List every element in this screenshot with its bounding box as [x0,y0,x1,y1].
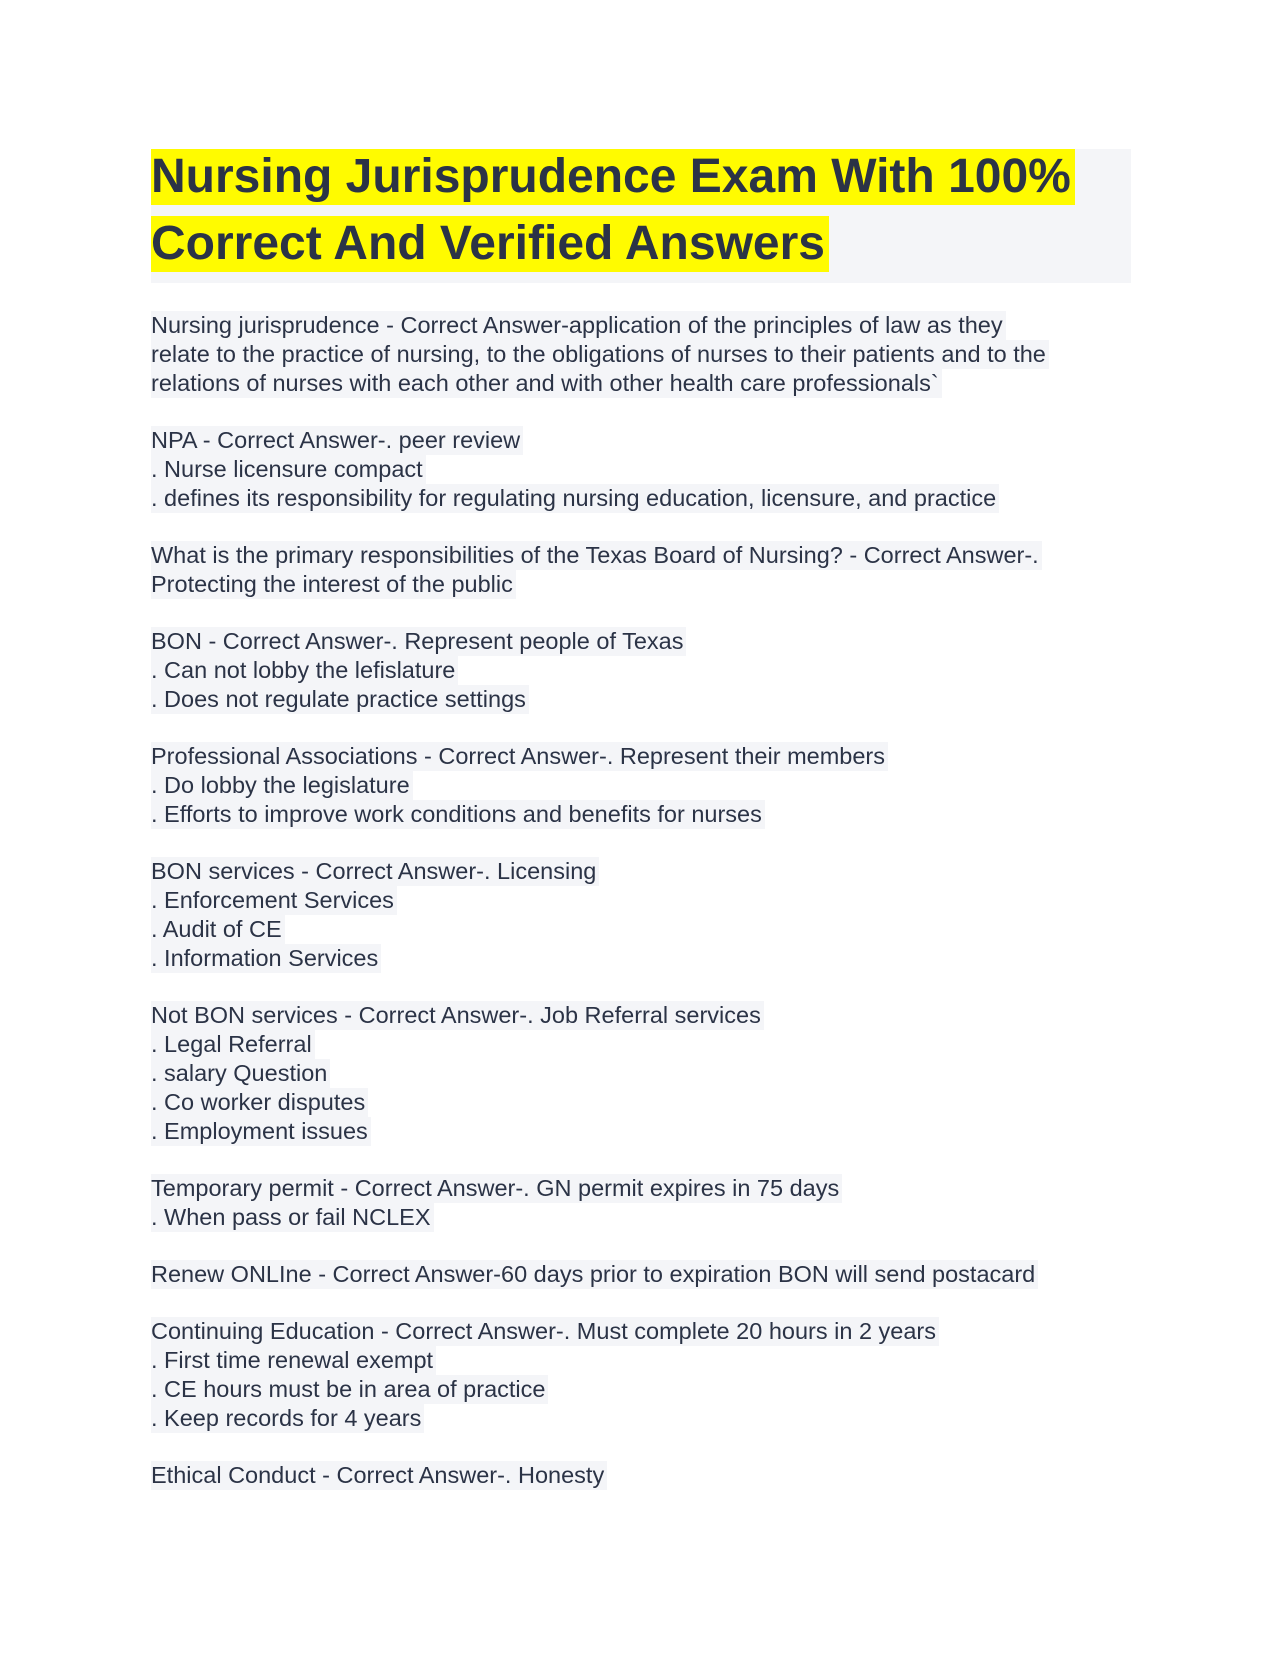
qa-line-text: NPA - Correct Answer-. peer review [151,426,523,455]
qa-term-line [151,426,1131,455]
qa-detail-line [151,1404,1131,1433]
qa-line-text: . Nurse licensure compact [151,455,426,484]
qa-line-text: . Co worker disputes [151,1088,368,1117]
qa-entry [151,541,1131,599]
qa-term-line [151,1260,1131,1289]
qa-entry [151,1001,1131,1146]
qa-term-line [151,1174,1131,1203]
qa-line-text: . salary Question [151,1059,330,1088]
qa-entry [151,311,1131,398]
qa-line-text: What is the primary responsibilities of the Texas Board of Nursing? - Correct Answer-. [151,541,1042,570]
qa-entry [151,627,1131,714]
qa-term-line [151,311,1131,340]
title-line: Nursing Jurisprudence Exam With 100% [151,149,1075,205]
qa-line-text: . Information Services [151,944,381,973]
qa-detail-line [151,771,1131,800]
qa-line-text: . Efforts to improve work conditions and benefits for nurses [151,800,765,829]
qa-line-text: Continuing Education - Correct Answer-. Must complete 20 hours in 2 years [151,1317,939,1346]
qa-line-text: relations of nurses with each other and with other health care professionals` [151,369,942,398]
document-page [151,149,1131,1518]
qa-line-text: . Keep records for 4 years [151,1404,424,1433]
qa-detail-line [151,1346,1131,1375]
qa-line-text: . Does not regulate practice settings [151,685,529,714]
qa-entry [151,742,1131,829]
qa-line-text: Ethical Conduct - Correct Answer-. Honesty [151,1461,607,1490]
qa-term-line [151,857,1131,886]
qa-detail-line [151,915,1131,944]
qa-entry [151,1461,1131,1490]
qa-line-text: relate to the practice of nursing, to the obligations of nurses to their patients and to the [151,340,1049,369]
qa-detail-line [151,455,1131,484]
qa-detail-line [151,340,1131,369]
qa-detail-line [151,685,1131,714]
qa-entry [151,1317,1131,1433]
qa-line-text: . CE hours must be in area of practice [151,1375,548,1404]
qa-line-text: Temporary permit - Correct Answer-. GN permit expires in 75 days [151,1174,842,1203]
qa-term-line [151,1317,1131,1346]
document-title [151,149,1131,283]
qa-line-text: . Audit of CE [151,915,285,944]
qa-detail-line [151,1203,1131,1232]
qa-detail-line [151,1117,1131,1146]
qa-line-text: BON - Correct Answer-. Represent people of Texas [151,627,686,656]
qa-entries [151,311,1131,1490]
qa-line-text: . When pass or fail NCLEX [151,1203,434,1232]
qa-term-line [151,742,1131,771]
qa-entry [151,426,1131,513]
qa-detail-line [151,1088,1131,1117]
qa-line-text: . defines its responsibility for regulating nursing education, licensure, and practice [151,484,999,513]
qa-line-text: Not BON services - Correct Answer-. Job Referral services [151,1001,764,1030]
qa-line-text: . Legal Referral [151,1030,315,1059]
qa-line-text: . First time renewal exempt [151,1346,436,1375]
qa-detail-line [151,484,1131,513]
qa-line-text: BON services - Correct Answer-. Licensing [151,857,599,886]
qa-line-text: Renew ONLIne - Correct Answer-60 days prior to expiration BON will send postacard [151,1260,1038,1289]
qa-detail-line [151,369,1131,398]
qa-detail-line [151,656,1131,685]
qa-detail-line [151,800,1131,829]
qa-line-text: . Enforcement Services [151,886,397,915]
qa-term-line [151,1461,1131,1490]
qa-line-text: . Can not lobby the lefislature [151,656,458,685]
qa-line-text: . Employment issues [151,1117,371,1146]
qa-line-text: Nursing jurisprudence - Correct Answer-application of the principles of law as they [151,311,1006,340]
qa-entry [151,1260,1131,1289]
qa-detail-line [151,886,1131,915]
qa-line-text: Professional Associations - Correct Answer-. Represent their members [151,742,888,771]
qa-detail-line [151,1059,1131,1088]
qa-entry [151,857,1131,973]
qa-term-line [151,1001,1131,1030]
qa-term-line [151,627,1131,656]
qa-entry [151,1174,1131,1232]
qa-detail-line [151,1375,1131,1404]
qa-line-text: . Do lobby the legislature [151,771,413,800]
qa-line-text: Protecting the interest of the public [151,570,516,599]
qa-detail-line [151,1030,1131,1059]
title-line: Correct And Verified Answers [151,216,829,272]
qa-term-line [151,541,1131,570]
qa-detail-line [151,570,1131,599]
qa-detail-line [151,944,1131,973]
